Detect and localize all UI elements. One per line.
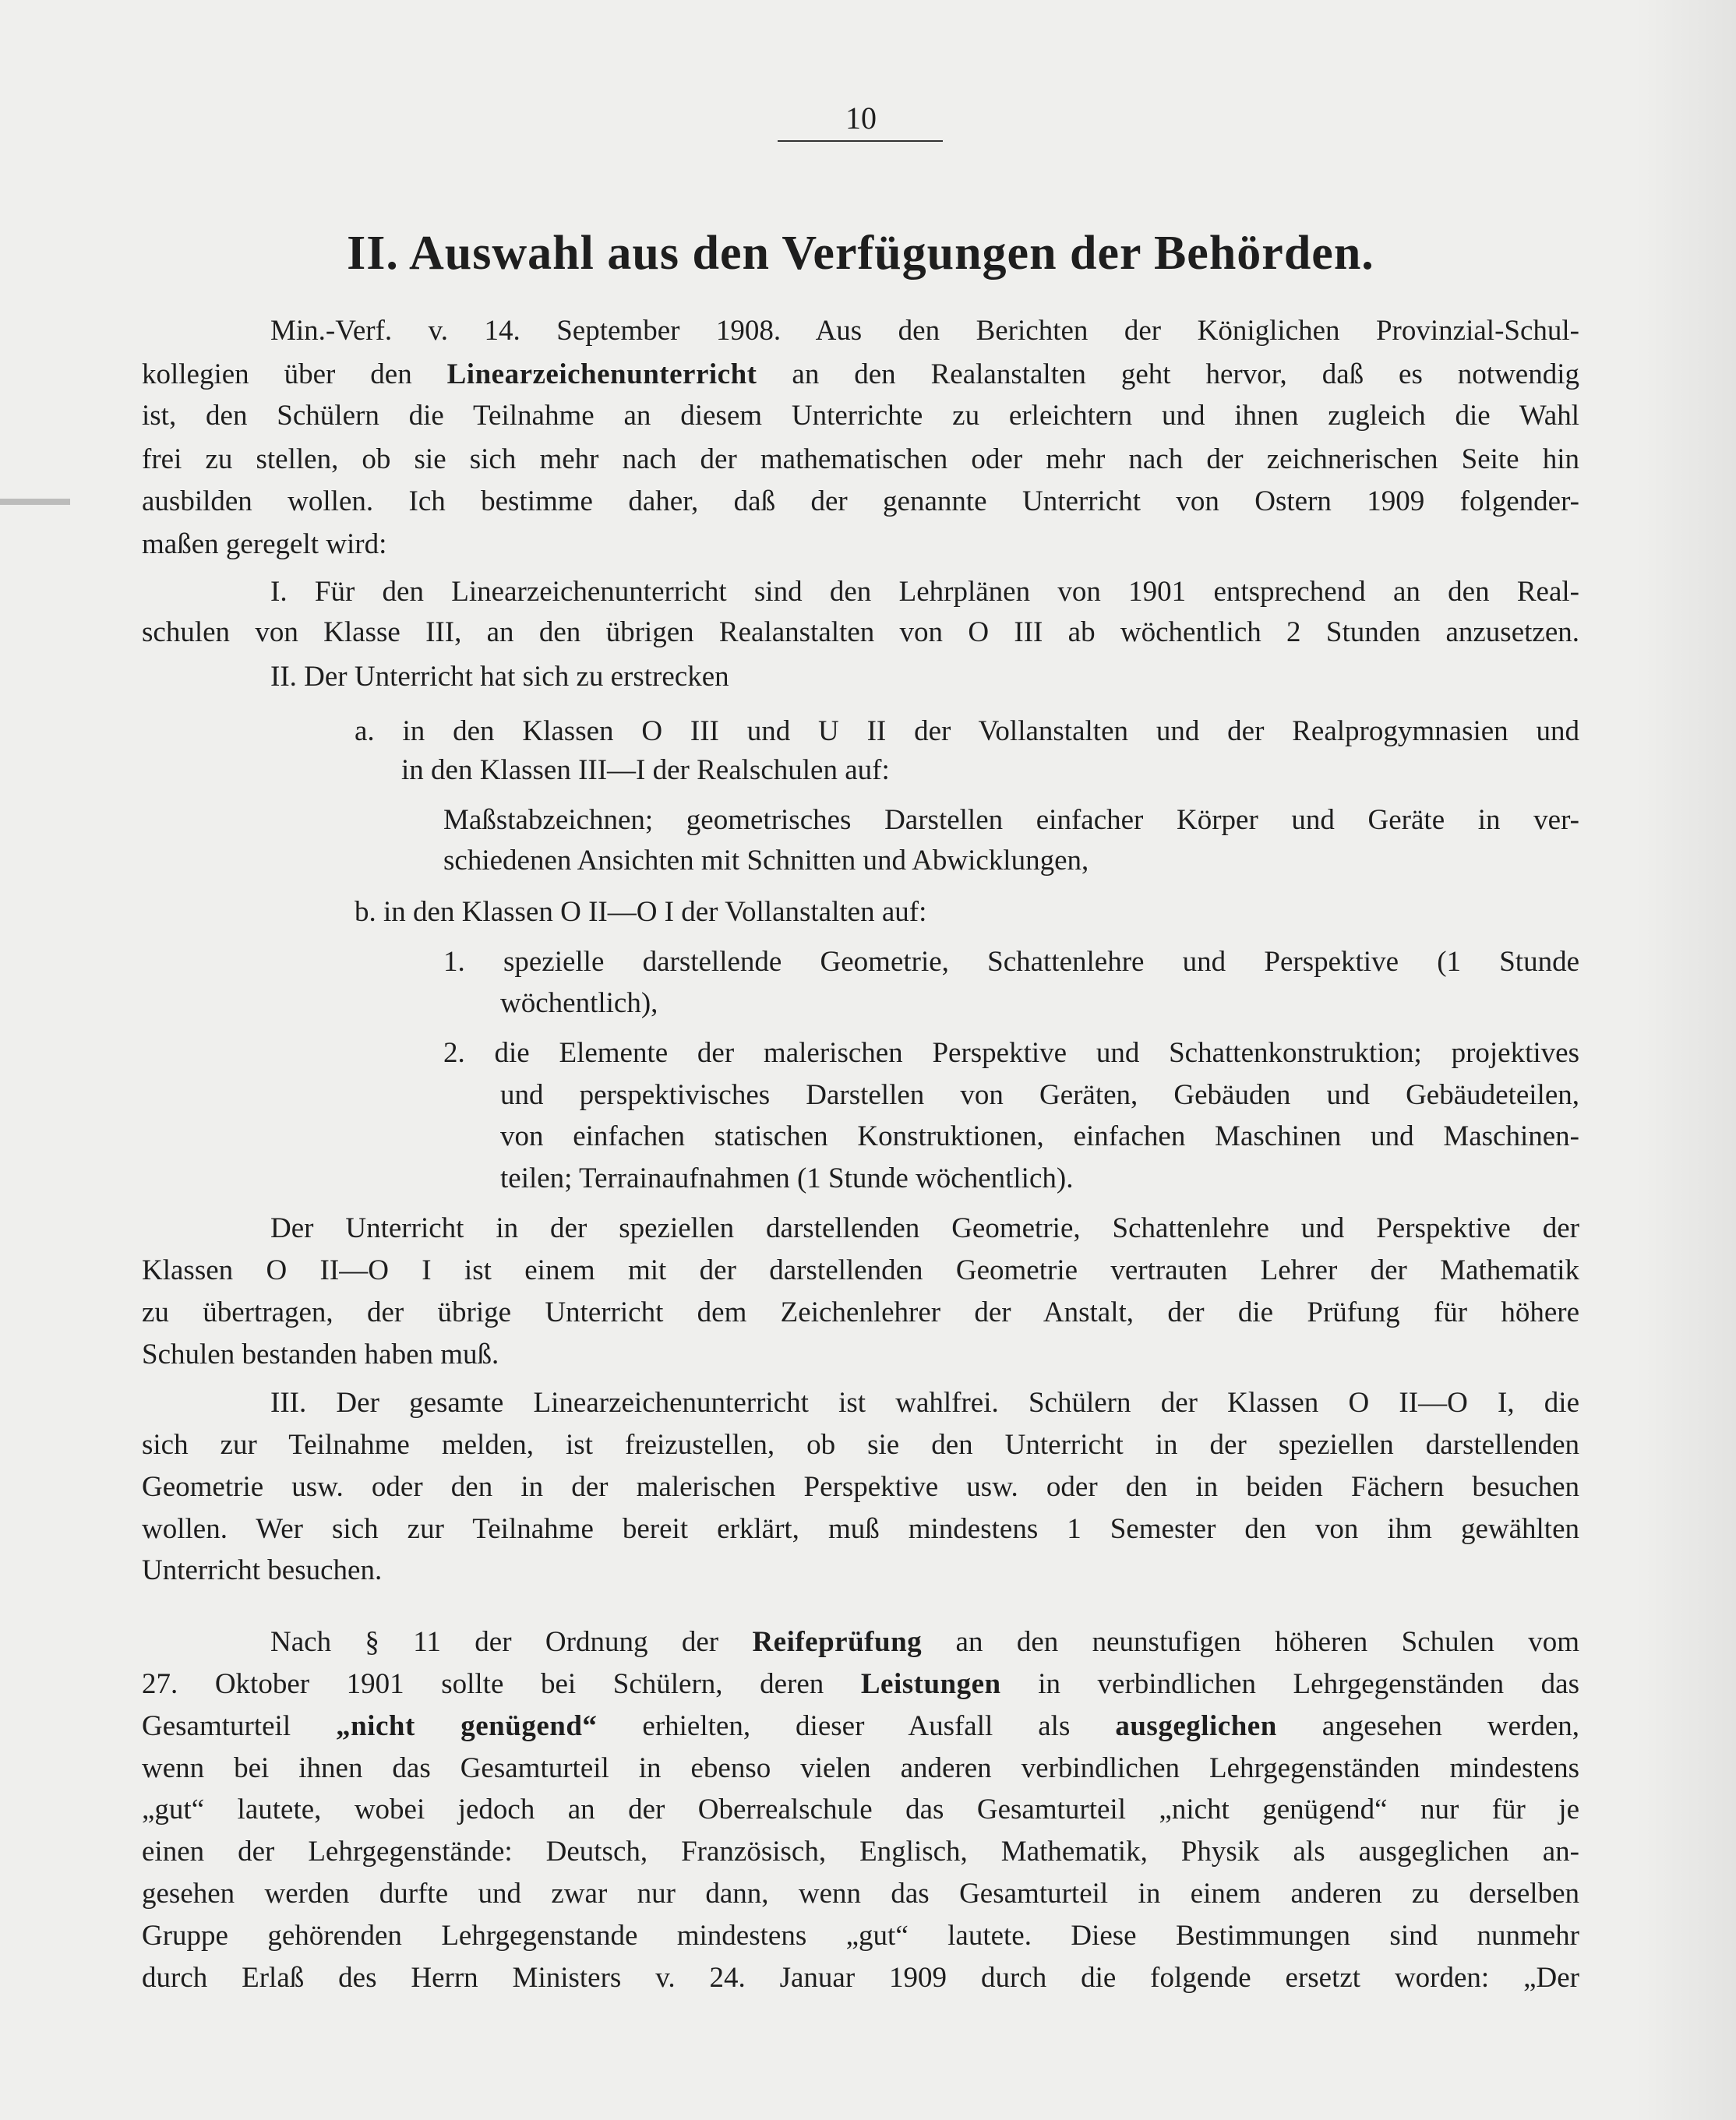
page-number-rule bbox=[778, 140, 943, 142]
text-segment: Klassen O II—O I ist einem mit der darstellenden Geometrie vertrauten Lehrer der Mathematik bbox=[142, 1254, 1579, 1286]
text-segment: III. Der gesamte Linearzeichenunterricht ist wahlfrei. Schülern der Klassen O II—O I, die bbox=[270, 1387, 1579, 1419]
text-line bbox=[142, 482, 1579, 521]
text-line bbox=[142, 1749, 1579, 1788]
text-segment: a. in den Klassen O III und U II der Vollanstalten und der Realprogymnasien und bbox=[355, 715, 1579, 747]
text-line bbox=[270, 1209, 1579, 1248]
page-number: 10 bbox=[845, 101, 877, 136]
text-segment: gesehen werden durfte und zwar nur dann, wenn das Gesamturteil in einem anderen zu derselben bbox=[142, 1878, 1579, 1910]
text-line bbox=[500, 1117, 1579, 1156]
emphasized-term: Leistungen bbox=[860, 1668, 1001, 1700]
text-segment: Schulen bestanden haben muß. bbox=[142, 1339, 499, 1370]
text-line bbox=[142, 1468, 1579, 1507]
text-segment: zu übertragen, der übrige Unterricht dem Zeichenlehrer der Anstalt, der die Prüfung für höhere bbox=[142, 1296, 1579, 1328]
text-segment: teilen; Terrainaufnahmen (1 Stunde wöchentlich). bbox=[500, 1162, 1074, 1194]
text-segment: Maßstabzeichnen; geometrisches Darstellen einfacher Körper und Geräte in ver- bbox=[443, 804, 1579, 836]
text-segment: von einfachen statischen Konstruktionen, einfachen Maschinen und Maschinen- bbox=[500, 1120, 1579, 1152]
text-line bbox=[500, 984, 658, 1023]
text-segment: 27. Oktober 1901 sollte bei Schülern, deren bbox=[142, 1668, 861, 1700]
text-line bbox=[270, 312, 1579, 351]
text-line bbox=[142, 440, 1579, 479]
text-segment: ist, den Schülern die Teilnahme an diesem Unterrichte zu erleichtern und ihnen zugleich die Wahl bbox=[142, 400, 1579, 432]
text-segment: in den Klassen III—I der Realschulen auf: bbox=[401, 754, 890, 786]
text-line bbox=[500, 1076, 1579, 1115]
text-line bbox=[142, 1335, 499, 1374]
text-line bbox=[443, 1034, 1579, 1073]
text-segment: „gut“ lautete, wobei jedoch an der Oberrealschule das Gesamturteil „nicht genügend“ nur für je bbox=[142, 1794, 1579, 1825]
text-line bbox=[142, 1790, 1579, 1829]
text-line bbox=[142, 1665, 1579, 1704]
text-line bbox=[142, 1959, 1579, 1998]
text-segment: Unterricht besuchen. bbox=[142, 1554, 383, 1586]
text-segment: Geometrie usw. oder den in der malerischen Perspektive usw. oder den in beiden Fächern besuchen bbox=[142, 1471, 1579, 1503]
text-line bbox=[142, 397, 1579, 436]
scan-margin-mark bbox=[0, 499, 70, 505]
text-line bbox=[443, 943, 1579, 982]
text-line bbox=[142, 1707, 1579, 1746]
text-segment: Min.-Verf. v. 14. September 1908. Aus den Berichten der Königlichen Provinzial-Schul- bbox=[270, 315, 1579, 347]
text-segment: 1. spezielle darstellende Geometrie, Schattenlehre und Perspektive (1 Stunde bbox=[443, 946, 1579, 978]
text-segment: in verbindlichen Lehrgegenständen das bbox=[1000, 1668, 1579, 1700]
text-line bbox=[142, 1426, 1579, 1465]
text-segment: Der Unterricht in der speziellen darstellenden Geometrie, Schattenlehre und Perspektive der bbox=[270, 1212, 1579, 1244]
text-segment: 2. die Elemente der malerischen Perspektive und Schattenkonstruktion; projektives bbox=[443, 1037, 1579, 1069]
text-segment: maßen geregelt wird: bbox=[142, 528, 387, 560]
emphasized-term: Reifeprüfung bbox=[752, 1626, 923, 1658]
text-line bbox=[142, 1251, 1579, 1290]
text-line bbox=[142, 1833, 1579, 1871]
text-segment: angesehen werden, bbox=[1276, 1710, 1579, 1742]
text-line bbox=[142, 613, 1579, 652]
page-edge-shadow bbox=[1635, 0, 1736, 2120]
text-line bbox=[270, 573, 1579, 612]
text-segment: Gruppe gehörenden Lehrgegenstande mindestens „gut“ lautete. Diese Bestimmungen sind nunmehr bbox=[142, 1920, 1579, 1952]
text-line bbox=[443, 841, 1089, 880]
text-segment: b. in den Klassen O II—O I der Vollanstalten auf: bbox=[355, 896, 927, 928]
emphasized-term: „nicht genügend“ bbox=[336, 1710, 598, 1742]
emphasized-term: ausgeglichen bbox=[1115, 1710, 1277, 1742]
text-line bbox=[142, 1551, 382, 1590]
text-line bbox=[142, 1293, 1579, 1332]
text-segment: erhielten, dieser Ausfall als bbox=[597, 1710, 1116, 1742]
text-line bbox=[401, 751, 890, 790]
text-segment: ausbilden wollen. Ich bestimme daher, daß der genannte Unterricht von Ostern 1909 folgender- bbox=[142, 485, 1579, 517]
text-line bbox=[270, 1384, 1579, 1423]
text-segment: an den Realanstalten geht hervor, daß es notwendig bbox=[757, 358, 1579, 390]
text-line bbox=[142, 1917, 1579, 1956]
text-segment: schiedenen Ansichten mit Schnitten und Abwicklungen, bbox=[443, 845, 1089, 877]
text-segment: frei zu stellen, ob sie sich mehr nach der mathematischen oder mehr nach der zeichnerischen Seite hin bbox=[142, 443, 1579, 475]
text-segment: I. Für den Linearzeichenunterricht sind den Lehrplänen von 1901 entsprechend an den Real- bbox=[270, 576, 1579, 608]
text-line bbox=[355, 893, 926, 932]
text-line bbox=[142, 525, 386, 564]
text-segment: kollegien über den bbox=[142, 358, 447, 390]
section-title: II. Auswahl aus den Verfügungen der Behörden. bbox=[347, 227, 1374, 280]
text-line bbox=[142, 1510, 1579, 1549]
text-segment: sich zur Teilnahme melden, ist freizustellen, ob sie den Unterricht in der speziellen darstellenden bbox=[142, 1429, 1579, 1461]
text-segment: wollen. Wer sich zur Teilnahme bereit erklärt, muß mindestens 1 Semester den von ihm gewählten bbox=[142, 1513, 1579, 1545]
text-line bbox=[142, 1875, 1579, 1914]
text-segment: wenn bei ihnen das Gesamturteil in ebenso vielen anderen verbindlichen Lehrgegenständen mindestens bbox=[142, 1752, 1579, 1784]
text-segment: und perspektivisches Darstellen von Geräten, Gebäuden und Gebäudeteilen, bbox=[500, 1079, 1579, 1111]
text-line bbox=[500, 1159, 1073, 1198]
text-segment: wöchentlich), bbox=[500, 987, 658, 1019]
text-line bbox=[142, 355, 1579, 394]
text-segment: schulen von Klasse III, an den übrigen Realanstalten von O III ab wöchentlich 2 Stunden anzusetzen. bbox=[142, 616, 1579, 648]
text-segment: II. Der Unterricht hat sich zu erstrecken bbox=[270, 661, 729, 693]
text-line bbox=[270, 658, 729, 697]
text-segment: Nach § 11 der Ordnung der bbox=[270, 1626, 753, 1658]
text-line bbox=[355, 712, 1579, 751]
text-segment: an den neunstufigen höheren Schulen vom bbox=[922, 1626, 1579, 1658]
text-line bbox=[270, 1623, 1579, 1662]
text-segment: einen der Lehrgegenstände: Deutsch, Französisch, Englisch, Mathematik, Physik als ausgeglichen an- bbox=[142, 1836, 1579, 1868]
text-line bbox=[443, 801, 1579, 840]
text-segment: Gesamturteil bbox=[142, 1710, 337, 1742]
emphasized-term: Linearzeichenunterricht bbox=[446, 358, 757, 390]
text-segment: durch Erlaß des Herrn Ministers v. 24. Januar 1909 durch die folgende ersetzt worden: „Der bbox=[142, 1962, 1579, 1994]
